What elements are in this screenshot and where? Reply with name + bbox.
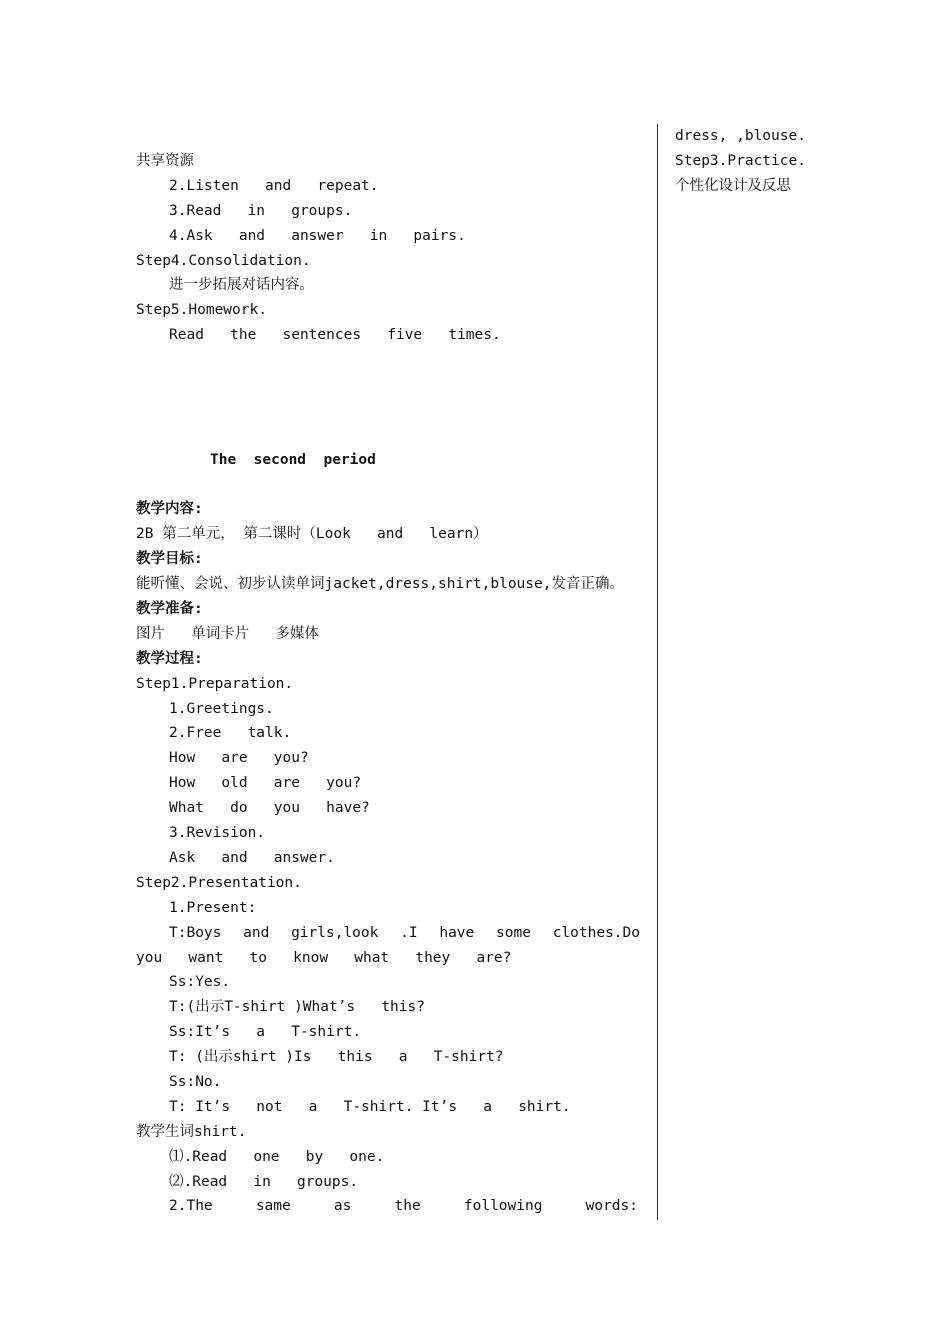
column-divider — [657, 124, 658, 1220]
spacer — [136, 473, 646, 498]
section-heading: 教学内容: — [136, 501, 203, 518]
period-title: The second period — [210, 451, 376, 468]
text-line: you want to know what they are? — [136, 949, 512, 966]
text-line: 1.Greetings. — [169, 700, 274, 717]
side-note-line: Step3.Practice. — [675, 152, 806, 169]
section-heading: 教学目标: — [136, 551, 203, 568]
text-line: 2.Free talk. — [169, 725, 292, 742]
spacer — [136, 373, 646, 398]
word: words: — [585, 1198, 638, 1215]
lesson-block-second — [136, 497, 646, 920]
text-line: How old are you? — [169, 775, 362, 792]
spacer — [136, 423, 646, 448]
text-line: Ss:It’s a T-shirt. — [169, 1024, 362, 1041]
side-note-line: 个性化设计及反思 — [675, 177, 791, 194]
justified-line — [136, 921, 646, 946]
text-line: 能听懂、会说、初步认读单词jacket,dress,shirt,blouse,发音正确。 — [136, 576, 624, 593]
text-line: 4.Ask and answer in pairs. — [169, 227, 466, 244]
text-line: Ss:Yes. — [169, 974, 231, 991]
word: 2.The — [169, 1198, 213, 1215]
text-line: ⑴.Read one by one. — [169, 1148, 385, 1165]
word: following — [463, 1198, 543, 1215]
text-line: Step4.Consolidation. — [136, 252, 311, 269]
word: have — [439, 924, 475, 941]
text-line: Step2.Presentation. — [136, 874, 302, 891]
text-line: 共享资源 — [136, 153, 194, 169]
text-line: How are you? — [169, 750, 309, 767]
main-column — [136, 149, 646, 1219]
text-line: 3.Revision. — [169, 825, 266, 842]
word: girls,look — [291, 924, 379, 941]
lesson-block-first — [136, 149, 646, 348]
section-heading: 教学过程: — [136, 650, 203, 667]
text-line: 2B 第二单元， 第二课时（Look and learn） — [136, 526, 488, 543]
word: clothes.Do — [552, 924, 640, 941]
word: as — [333, 1198, 352, 1215]
justified-line — [136, 1194, 646, 1219]
text-line: Step1.Preparation. — [136, 675, 294, 692]
side-note-line: dress, ,blouse. — [675, 128, 806, 144]
word: same — [255, 1198, 291, 1215]
spacer — [136, 398, 646, 423]
text-line: What do you have? — [169, 800, 370, 817]
text-line: 3.Read in groups. — [169, 202, 353, 219]
text-line: Step5.Homework. — [136, 302, 267, 319]
text-line: T:(出示T-shirt )What’s this? — [169, 999, 425, 1016]
text-line: 2.Listen and repeat. — [169, 177, 379, 194]
text-line: 教学生词shirt. — [136, 1123, 247, 1140]
text-line: 进一步拓展对话内容。 — [169, 277, 314, 294]
word: some — [496, 924, 531, 941]
text-line: T: It’s not a T-shirt. It’s a shirt. — [169, 1098, 571, 1115]
word: T:Boys — [169, 924, 222, 941]
text-line: 图片 单词卡片 多媒体 — [136, 625, 319, 642]
side-column — [675, 124, 915, 199]
word: .I — [400, 924, 418, 941]
text-line: 1.Present: — [169, 899, 257, 916]
word: and — [243, 924, 270, 941]
word: the — [394, 1198, 421, 1215]
text-line: Ask and answer. — [169, 849, 335, 866]
text-line: Ss:No. — [169, 1073, 222, 1090]
lesson-block-third — [136, 946, 646, 1195]
section-heading: 教学准备: — [136, 601, 203, 618]
text-line: ⑵.Read in groups. — [169, 1173, 359, 1190]
text-line: T: (出示shirt )Is this a T-shirt? — [169, 1049, 504, 1066]
spacer — [136, 348, 646, 373]
text-line: Read the sentences five times. — [169, 327, 501, 344]
